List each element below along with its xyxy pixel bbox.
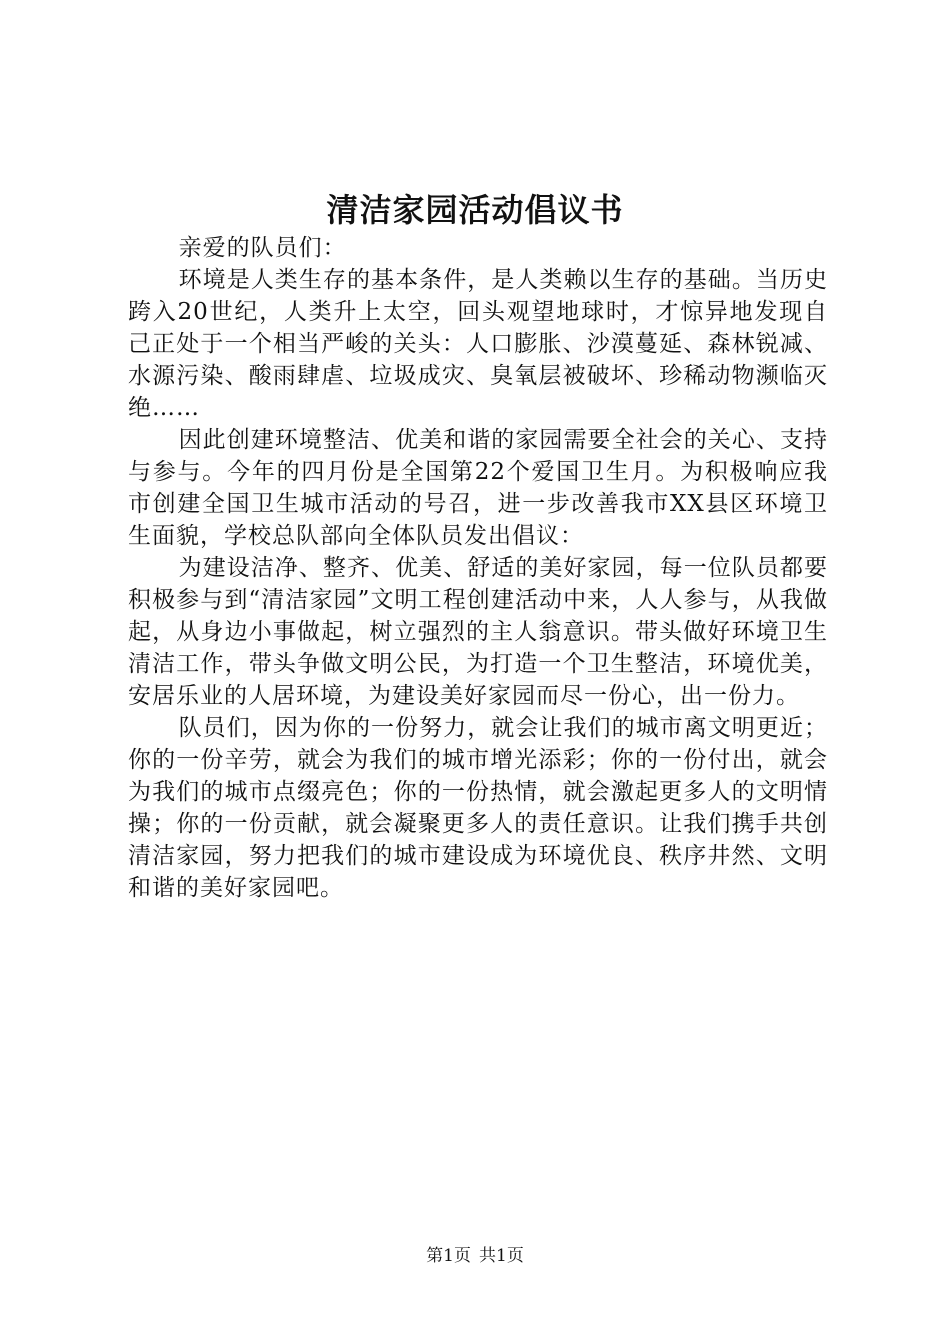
page-total: 共1页 <box>479 1246 524 1266</box>
document-body <box>128 232 828 904</box>
body-paragraph: 队员们，因为你的一份努力，就会让我们的城市离文明更近；你的一份辛劳，就会为我们的城市增光添彩；你的一份付出，就会为我们的城市点缀亮色；你的一份热情，就会激起更多人的文明情操；你的一份贡献，就会凝聚更多人的责任意识。让我们携手共创清洁家园，努力把我们的城市建设成为环境优良、秩序井然、文明和谐的美好家园吧。 <box>128 715 828 901</box>
page-number: 第1页 <box>426 1246 471 1266</box>
salutation-paragraph: 亲爱的队员们： <box>178 235 347 261</box>
body-paragraph: 因此创建环境整洁、优美和谐的家园需要全社会的关心、支持与参与。今年的四月份是全国第22个爱国卫生月。为积极响应我市创建全国卫生城市活动的号召，进一步改善我市XX县区环境卫生面貌，学校总队部向全体队员发出倡议： <box>128 427 828 549</box>
page-footer <box>0 1244 950 1268</box>
body-paragraph: 环境是人类生存的基本条件，是人类赖以生存的基础。当历史跨入20世纪，人类升上太空，回头观望地球时，才惊异地发现自己正处于一个相当严峻的关头：人口膨胀、沙漠蔓延、森林锐减、水源污染、酸雨肆虐、垃圾成灾、臭氧层被破坏、珍稀动物濒临灭绝…… <box>128 267 828 421</box>
body-paragraph: 为建设洁净、整齐、优美、舒适的美好家园，每一位队员都要积极参与到“清洁家园”文明工程创建活动中来，人人参与，从我做起，从身边小事做起，树立强烈的主人翁意识。带头做好环境卫生清洁工作，带头争做文明公民，为打造一个卫生整洁，环境优美，安居乐业的人居环境，为建设美好家园而尽一份心，出一份力。 <box>128 555 828 709</box>
document-title: 清洁家园活动倡议书 <box>326 191 624 229</box>
